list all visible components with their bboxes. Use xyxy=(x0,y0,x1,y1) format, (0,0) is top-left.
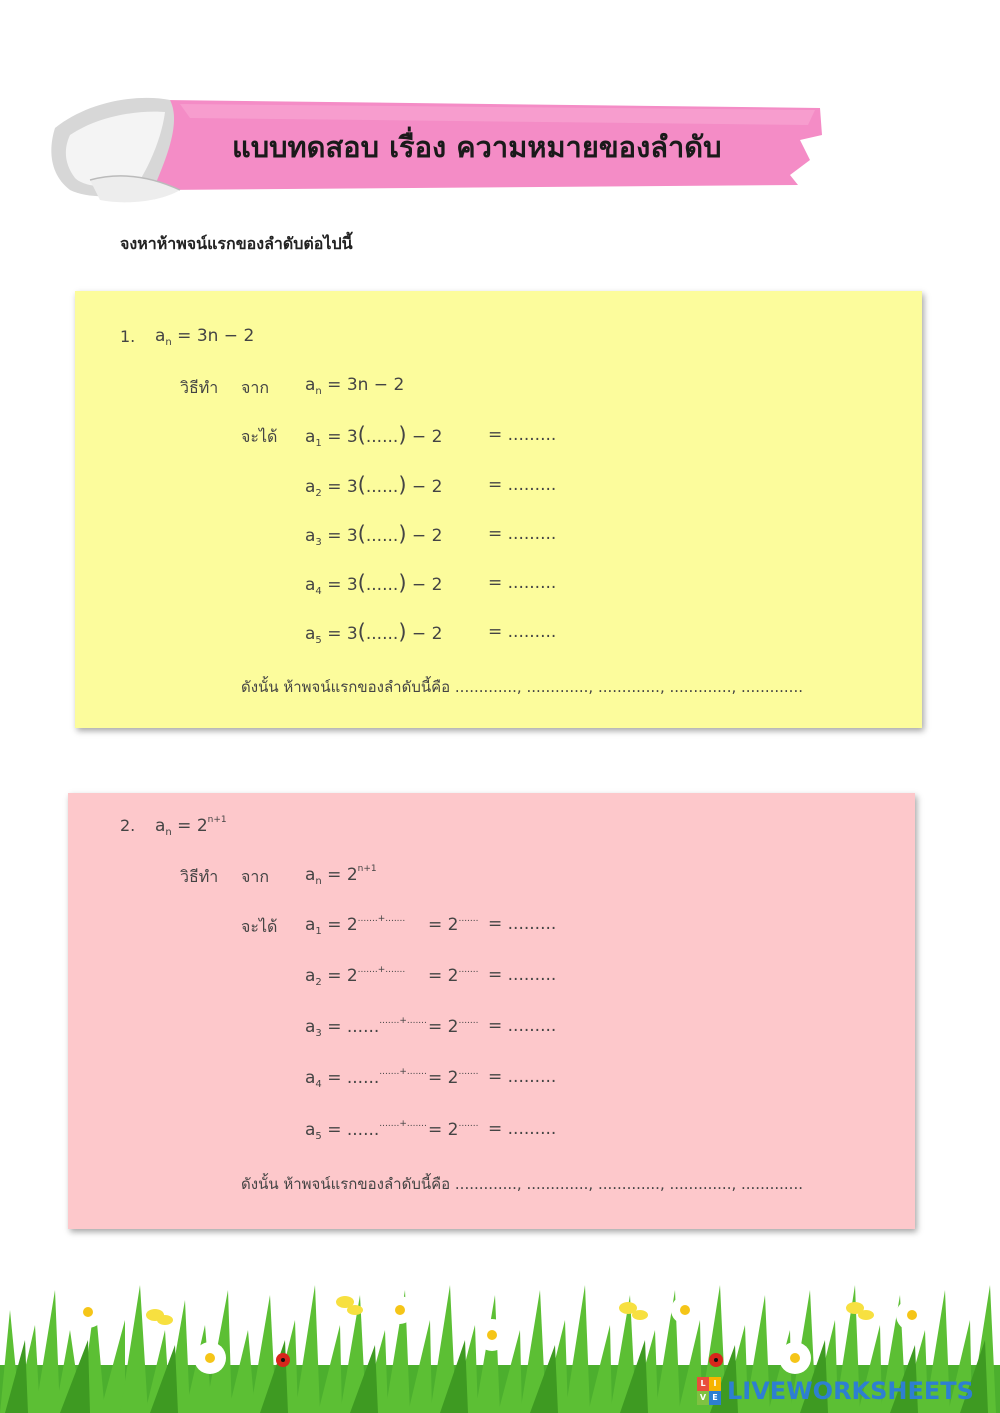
q1-term-4: $a_4 = 3(......) - 2$ xyxy=(305,571,443,597)
q2-power-3: = 2....... xyxy=(428,1016,479,1037)
q2-answer-blank[interactable]: ......... xyxy=(507,914,557,934)
q1-result-1: = ......... xyxy=(488,425,557,445)
q2-power-blank[interactable]: ....... xyxy=(458,965,479,975)
q2-power-5: = 2....... xyxy=(428,1119,479,1140)
page-title: แบบทดสอบ เรื่อง ความหมายของลำดับ xyxy=(232,130,722,164)
q2-power-blank[interactable]: ....... xyxy=(458,914,479,924)
q1-blank[interactable]: ...... xyxy=(365,427,399,447)
q2-exp-blank[interactable]: .......+....... xyxy=(379,1016,427,1026)
q1-blank[interactable]: ...... xyxy=(365,477,399,497)
q2-power-4: = 2....... xyxy=(428,1067,479,1088)
q1-result-4: = ......... xyxy=(488,573,557,593)
q2-result-4: = ......... xyxy=(488,1067,557,1087)
q2-base-blank[interactable]: ...... xyxy=(346,1120,380,1140)
q1-term-2: $a_2 = 3(......) - 2$ xyxy=(305,473,443,499)
q1-formula: $a_n = 3n - 2$ xyxy=(155,326,255,348)
q2-result-3: = ......... xyxy=(488,1016,557,1036)
q1-term-3: $a_3 = 3(......) - 2$ xyxy=(305,522,443,548)
q2-power-blank[interactable]: ....... xyxy=(458,1016,479,1026)
q2-term-5: $a_5 = ......^{.......+.......}$ xyxy=(305,1119,427,1142)
q2-result-5: = ......... xyxy=(488,1119,557,1139)
q1-blank[interactable]: ...... xyxy=(365,624,399,644)
q2-power-1: = 2....... xyxy=(428,914,479,935)
q2-get-label: จะได้ xyxy=(241,917,278,936)
q2-number: 2. xyxy=(120,816,136,835)
q1-get-label: จะได้ xyxy=(241,427,278,446)
q2-result-2: = ......... xyxy=(488,965,557,985)
q2-answer-blank[interactable]: ......... xyxy=(507,1067,557,1087)
q1-blank[interactable]: ...... xyxy=(365,526,399,546)
question-1-card xyxy=(75,291,922,728)
q1-result-5: = ......... xyxy=(488,622,557,642)
q2-exp-blank[interactable]: .......+....... xyxy=(379,1067,427,1077)
q2-term-2: $a_2 = 2^{.......+.......}$ xyxy=(305,965,406,988)
liveworksheets-logo-icon: L I V E xyxy=(697,1377,721,1405)
q2-power-2: = 2....... xyxy=(428,965,479,986)
q1-answer-blank[interactable]: ......... xyxy=(507,573,557,593)
q1-conclusion[interactable]: ดังนั้น ห้าพจน์แรกของลำดับนี้คือ ............., ............., ............., ............., ............. xyxy=(241,678,803,696)
q1-result-2: = ......... xyxy=(488,475,557,495)
q1-result-3: = ......... xyxy=(488,524,557,544)
q2-from-label: จาก xyxy=(241,867,270,886)
q2-base-blank[interactable]: ...... xyxy=(346,1068,380,1088)
q2-exp-blank[interactable]: .......+....... xyxy=(379,1119,427,1129)
q2-power-blank[interactable]: ....... xyxy=(458,1067,479,1077)
q1-blank[interactable]: ...... xyxy=(365,575,399,595)
instruction-text: จงหาห้าพจน์แรกของลำดับต่อไปนี้ xyxy=(120,234,353,253)
q2-exp-blank[interactable]: .......+....... xyxy=(357,965,406,975)
q2-term-3: $a_3 = ......^{.......+.......}$ xyxy=(305,1016,427,1039)
q2-term-4: $a_4 = ......^{.......+.......}$ xyxy=(305,1067,427,1090)
q1-number: 1. xyxy=(120,327,136,346)
q2-power-blank[interactable]: ....... xyxy=(458,1119,479,1129)
liveworksheets-watermark xyxy=(697,1376,974,1406)
question-2-card xyxy=(68,793,915,1229)
q2-result-1: = ......... xyxy=(488,914,557,934)
q2-solution-label: วิธีทำ xyxy=(180,867,219,886)
q1-solution-label: วิธีทำ xyxy=(180,378,219,397)
q2-given: $a_n = 2^{n+1}$ xyxy=(305,864,377,887)
q2-answer-blank[interactable]: ......... xyxy=(507,1016,557,1036)
q2-base-blank[interactable]: ...... xyxy=(346,1017,380,1037)
q2-answer-blank[interactable]: ......... xyxy=(507,965,557,985)
q1-answer-blank[interactable]: ......... xyxy=(507,524,557,544)
q1-answer-blank[interactable]: ......... xyxy=(507,425,557,445)
watermark-text: LIVEWORKSHEETS xyxy=(727,1377,974,1405)
q1-given: $a_n = 3n - 2$ xyxy=(305,375,405,397)
q2-formula: $a_n = 2^{n+1}$ xyxy=(155,815,227,838)
q1-answer-blank[interactable]: ......... xyxy=(507,475,557,495)
q1-answer-blank[interactable]: ......... xyxy=(507,622,557,642)
q2-answer-blank[interactable]: ......... xyxy=(507,1119,557,1139)
q1-from-label: จาก xyxy=(241,378,270,397)
q2-exp-blank[interactable]: .......+....... xyxy=(357,914,406,924)
q2-conclusion[interactable]: ดังนั้น ห้าพจน์แรกของลำดับนี้คือ ............., ............., ............., ............., ............. xyxy=(241,1175,803,1193)
q1-term-5: $a_5 = 3(......) - 2$ xyxy=(305,620,443,646)
q1-term-1: $a_1 = 3(......) - 2$ xyxy=(305,423,443,449)
q2-term-1: $a_1 = 2^{.......+.......}$ xyxy=(305,914,406,937)
